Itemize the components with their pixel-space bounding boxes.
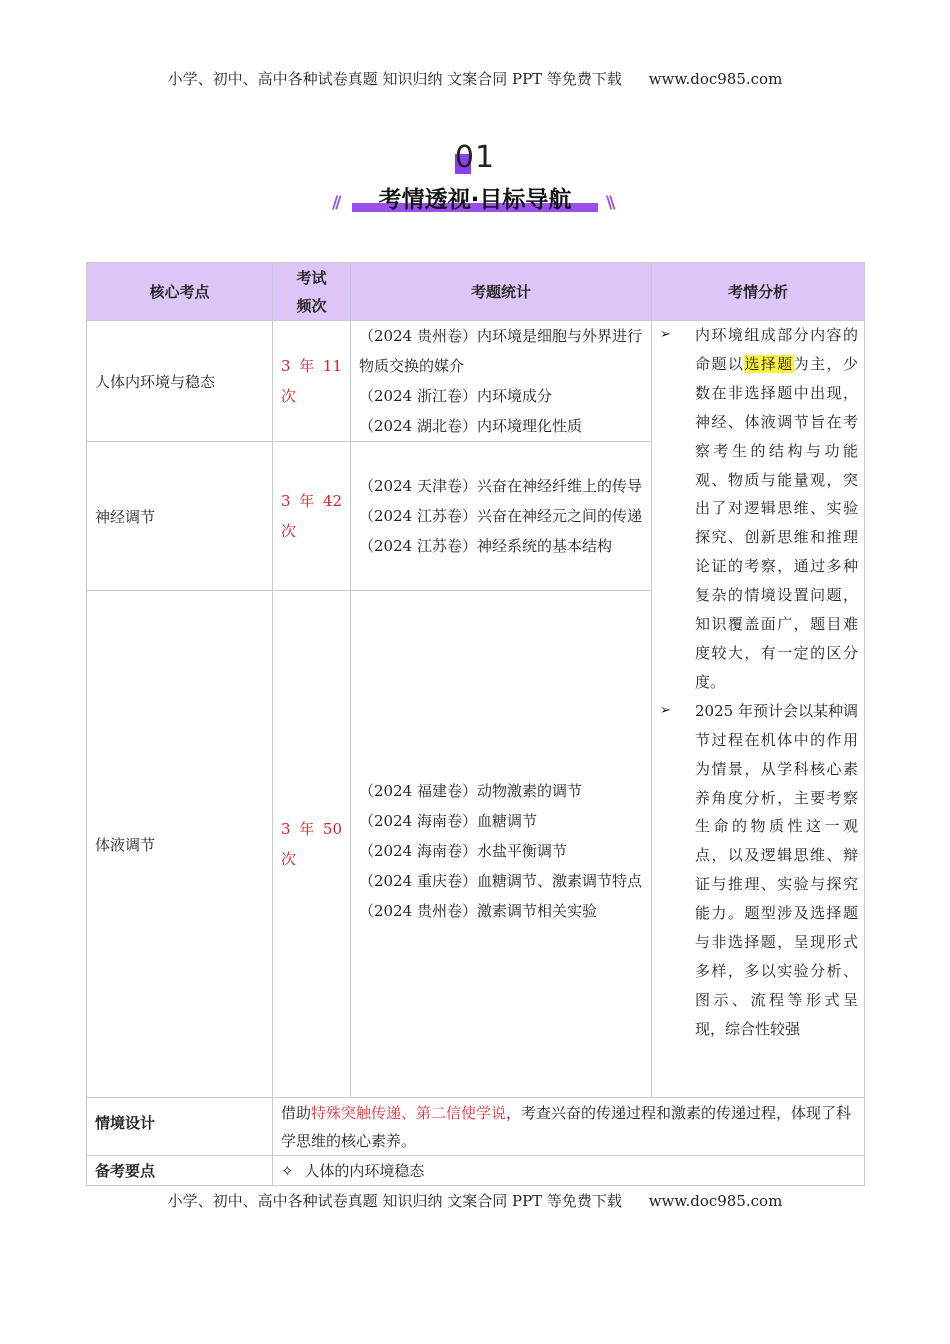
analysis-bullet: ➢ 内环境组成部分内容的命题以选择题为主，少数在非选择题中出现，神经、体液调节旨在考察考生的结构与功能观、物质与能量观，突出了对逻辑思维、实验探究、创新思维和推理论证的考察，通过多种复杂的情境设置问题，知识覆盖面广，题目难度较大，有一定的区分度。 <box>660 321 858 697</box>
scenario-cell: 借助特殊突触传递、第二信使学说，考查兴奋的传递过程和激素的传递过程，体现了科学思维的核心素养。 <box>273 1098 865 1156</box>
left-slash-decoration: // <box>332 193 339 213</box>
statistics-cell <box>351 591 652 1098</box>
table-row <box>87 321 865 442</box>
list-item: （2024 江苏卷）兴奋在神经元之间的传递 <box>359 507 642 525</box>
analysis-cell <box>652 321 865 1098</box>
frequency-cell: 3 年 42 次 <box>273 442 351 591</box>
header-core-topic: 核心考点 <box>87 263 273 321</box>
prep-cell: ✧ 人体的内环境稳态 <box>273 1156 865 1186</box>
list-item: （2024 福建卷）动物激素的调节 <box>359 782 582 800</box>
exam-analysis-table <box>86 262 865 1186</box>
footer-text: 小学、初中、高中各种试卷真题 知识归纳 文案合同 PPT 等免费下载 <box>167 1192 622 1210</box>
section-title-banner <box>330 140 620 220</box>
list-item: （2024 天津卷）兴奋在神经纤维上的传导 <box>359 477 642 495</box>
list-item: （2024 江苏卷）神经系统的基本结构 <box>359 537 612 555</box>
statistics-cell <box>351 442 652 591</box>
list-item: （2024 浙江卷）内环境成分 <box>359 387 552 405</box>
table-header-row <box>87 263 865 321</box>
header-url[interactable]: www.doc985.com <box>648 70 783 88</box>
header-statistics: 考题统计 <box>351 263 652 321</box>
arrow-bullet-icon: ➢ <box>660 327 671 342</box>
scenario-row <box>87 1098 865 1156</box>
diamond-bullet-icon: ✧ <box>281 1162 294 1180</box>
list-item: （2024 重庆卷）血糖调节、激素调节特点 <box>359 872 642 890</box>
highlighted-text: 特殊突触传递、第二信使学说 <box>311 1103 507 1122</box>
right-slash-decoration: \\ <box>606 193 613 213</box>
prep-row <box>87 1156 865 1186</box>
prep-label: 备考要点 <box>87 1156 273 1186</box>
header-analysis: 考情分析 <box>652 263 865 321</box>
footer-url[interactable]: www.doc985.com <box>648 1192 783 1210</box>
frequency-cell: 3 年 50 次 <box>273 591 351 1098</box>
section-title: 考情透视·目标导航 <box>378 187 572 213</box>
list-item: （2024 贵州卷）内环境是细胞与外界进行物质交换的媒介 <box>359 327 642 375</box>
statistics-cell <box>351 321 652 442</box>
analysis-bullet: ➢ 2025 年预计会以某种调节过程在机体中的作用为情景，从学科核心素养角度分析，主要考察生命的物质性这一观点，以及逻辑思维、辩证与推理、实验与探究能力。题型涉及选择题与非选择题，呈现形式多样，多以实验分析、图示、流程等形式呈现，综合性较强 <box>660 697 858 1044</box>
page-footer <box>0 1190 950 1211</box>
scenario-label: 情境设计 <box>87 1098 273 1156</box>
header-text: 小学、初中、高中各种试卷真题 知识归纳 文案合同 PPT 等免费下载 <box>167 70 622 88</box>
header-frequency: 考试频次 <box>273 263 351 321</box>
list-item: （2024 湖北卷）内环境理化性质 <box>359 417 582 435</box>
list-item: （2024 海南卷）血糖调节 <box>359 812 537 830</box>
arrow-bullet-icon: ➢ <box>660 702 671 718</box>
topic-cell: 体液调节 <box>87 591 273 1098</box>
topic-cell: 神经调节 <box>87 442 273 591</box>
page-header <box>0 68 950 89</box>
topic-cell: 人体内环境与稳态 <box>87 321 273 442</box>
highlighted-text: 选择题 <box>744 354 794 373</box>
frequency-cell: 3 年 11 次 <box>273 321 351 442</box>
list-item: （2024 海南卷）水盐平衡调节 <box>359 842 567 860</box>
section-number: 01 <box>454 140 496 175</box>
list-item: （2024 贵州卷）激素调节相关实验 <box>359 902 597 920</box>
